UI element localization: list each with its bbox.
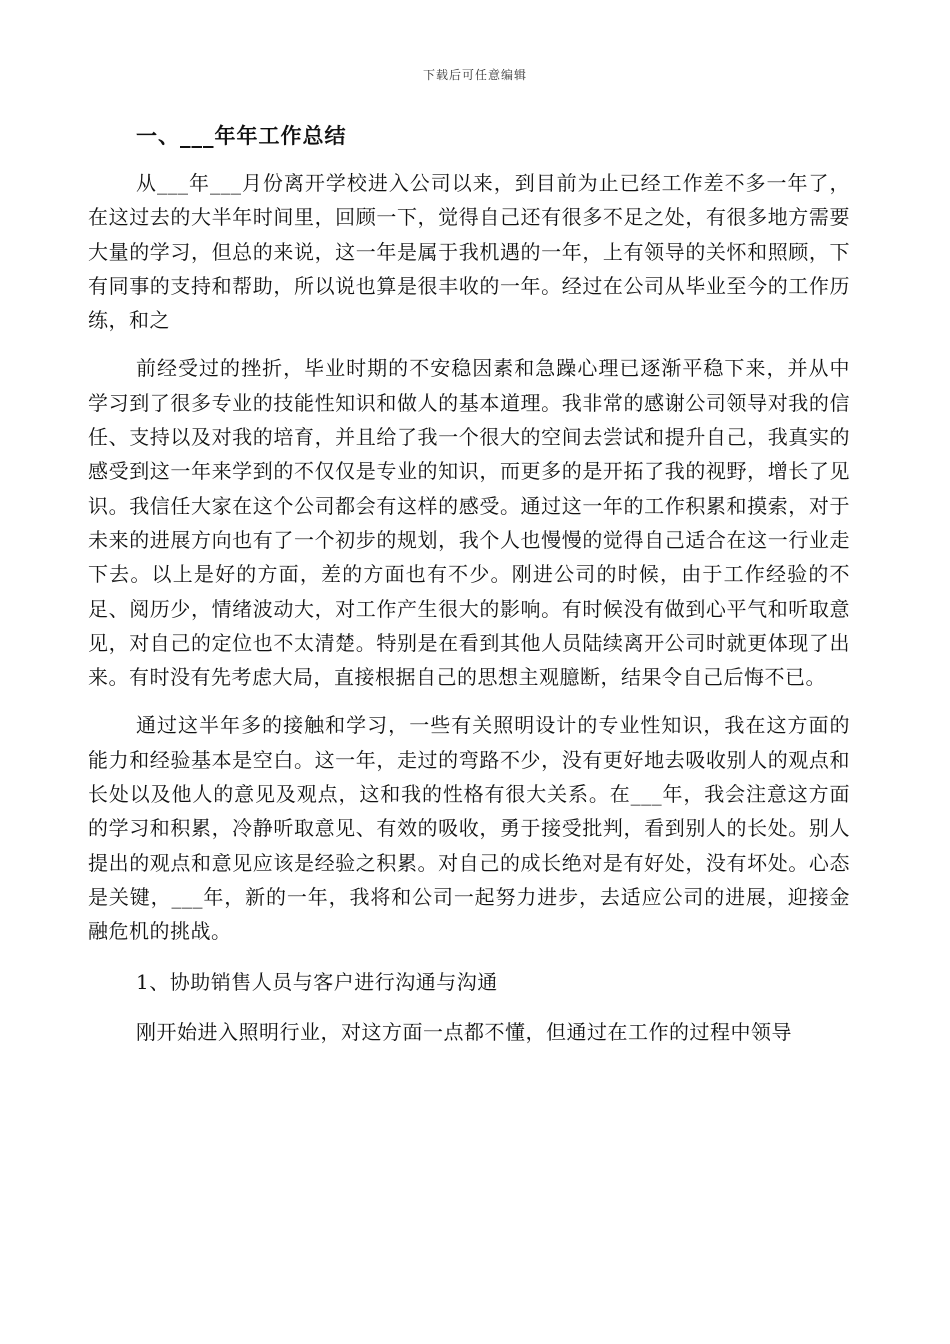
paragraph-1: 从___年___月份离开学校进入公司以来，到目前为止已经工作差不多一年了，在这过去的大半年时间里，回顾一下，觉得自己还有很多不足之处，有很多地方需要大量的学习，但总的来说，这一年是属于我机遇的一年，上有领导的关怀和照顾，下有同事的支持和帮助，所以说也算是很丰收的一年。经过在公司从毕业至今的工作历练，和之 — [88, 171, 850, 333]
header-note: 下载后可任意编辑 — [422, 68, 527, 82]
paragraph-4: 刚开始进入照明行业，对这方面一点都不懂，但通过在工作的过程中领导 — [136, 1019, 792, 1044]
document-body — [88, 118, 850, 1049]
paragraph-3: 通过这半年多的接触和学习，一些有关照明设计的专业性知识，我在这方面的能力和经验基本是空白。这一年，走过的弯路不少，没有更好地去吸收别人的观点和长处以及他人的意见及观点，这和我的性格有很大关系。在___年，我会注意这方面的学习和积累，冷静听取意见、有效的吸收，勇于接受批判，看到别人的长处。别人提出的观点和意见应该是经验之积累。对自己的成长绝对是有好处，没有坏处。心态是关键，___年，新的一年，我将和公司一起努力进步，去适应公司的进展，迎接金融危机的挑战。 — [88, 713, 850, 944]
sub-heading: 1、协助销售人员与客户进行沟通与沟通 — [136, 969, 498, 994]
section-heading: 一、___年年工作总结 — [136, 123, 347, 148]
paragraph-2: 前经受过的挫折，毕业时期的不安稳因素和急躁心理已逐渐平稳下来，并从中学习到了很多专业的技能性知识和做人的基本道理。我非常的感谢公司领导对我的信任、支持以及对我的培育，并且给了我一个很大的空间去尝试和提升自己，我真实的感受到这一年来学到的不仅仅是专业的知识，而更多的是开拓了我的视野，增长了见识。我信任大家在这个公司都会有这样的感受。通过这一年的工作积累和摸索，对于未来的进展方向也有了一个初步的规划，我个人也慢慢的觉得自己适合在这一行业走下去。以上是好的方面，差的方面也有不少。刚进公司的时候，由于工作经验的不足、阅历少，情绪波动大，对工作产生很大的影响。有时候没有做到心平气和听取意见，对自己的定位也不太清楚。特别是在看到其他人员陆续离开公司时就更体现了出来。有时没有先考虑大局，直接根据自己的思想主观臆断，结果令自己后悔不已。 — [88, 356, 850, 690]
